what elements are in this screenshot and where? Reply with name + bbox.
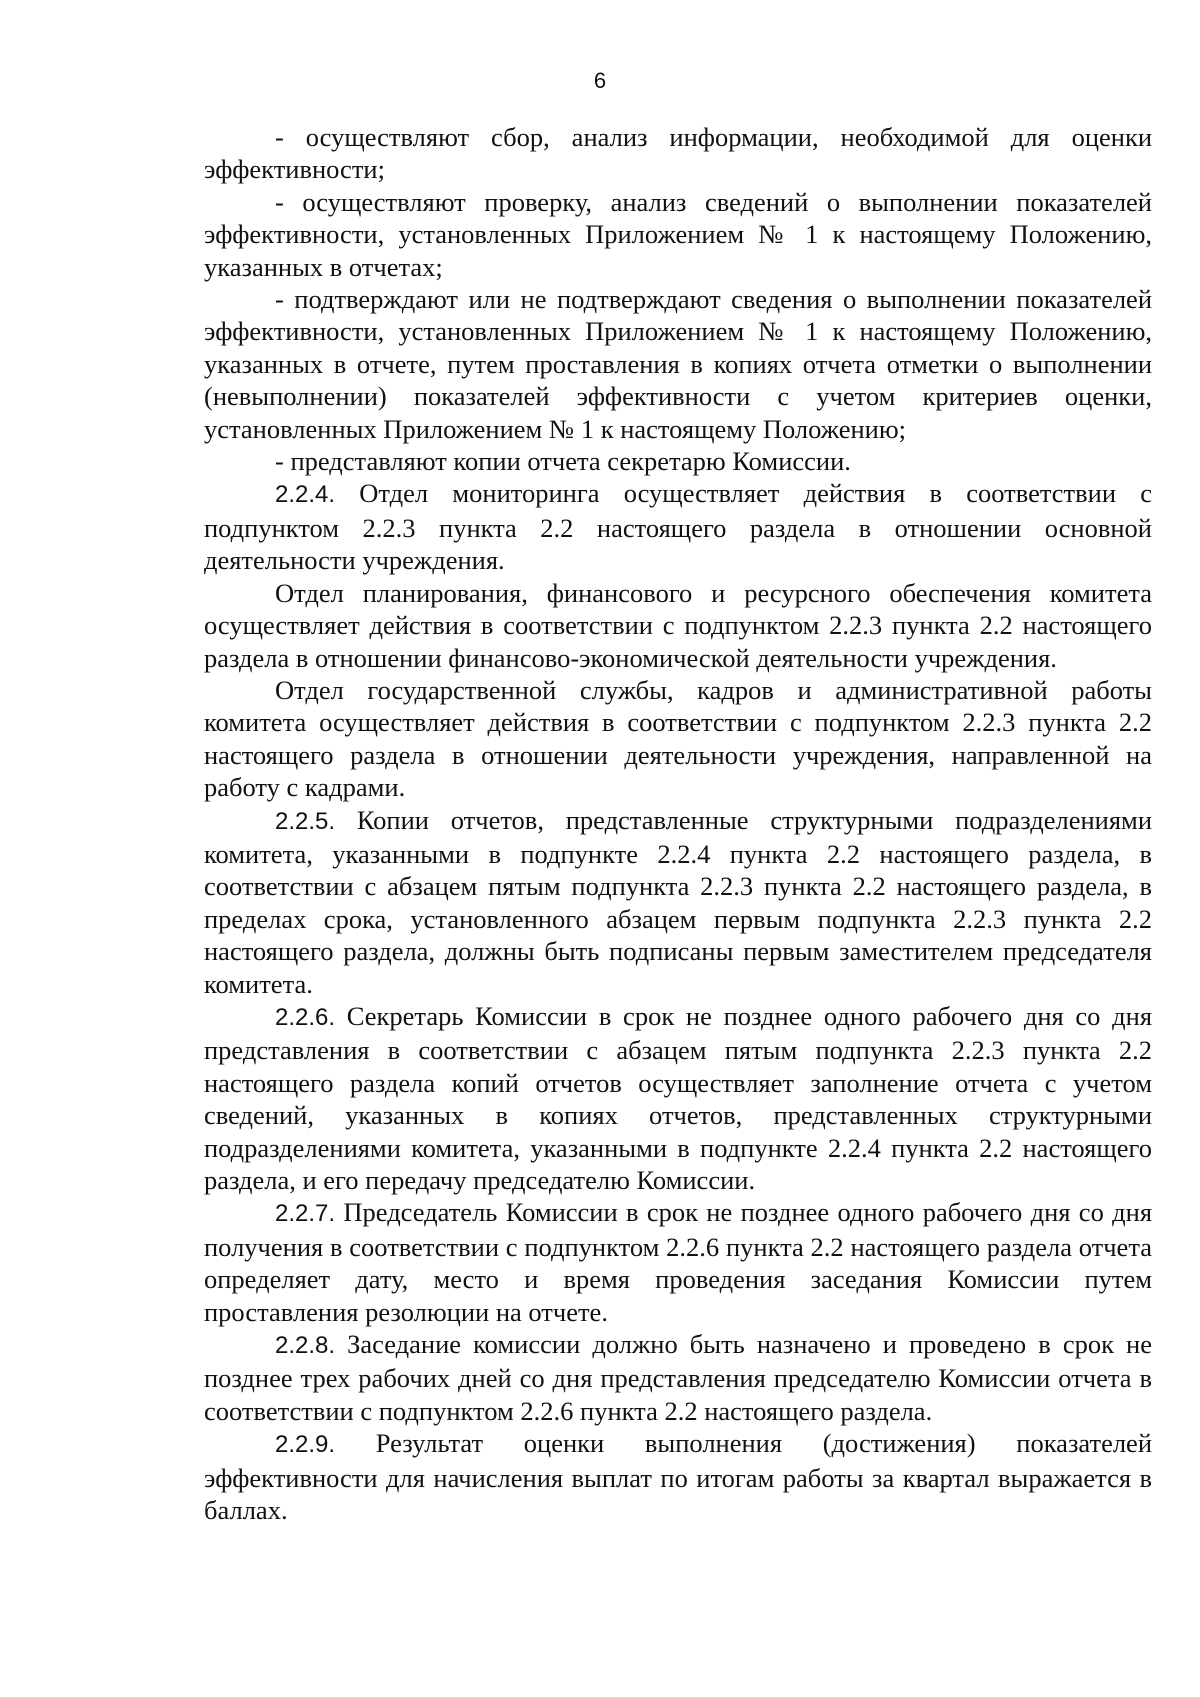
clause-number: 2.2.5.: [275, 807, 336, 835]
clause-number: 2.2.4.: [275, 481, 336, 509]
clause-2-2-6: [204, 1000, 1152, 1196]
paragraph-text: - подтверждают или не подтверждают сведения о выполнении показателей эффективности, установленных Приложением № 1 к настоящему Положению, указанных в отчете, путем проставления в копиях отчета отметки о выполнении (невыполнении) показателей эффективности с учетом критериев оценки, установленных Приложением № 1 к настоящему Положению;: [204, 284, 1152, 444]
paragraph-text: Секретарь Комиссии в срок не позднее одного рабочего дня со дня представления в соответствии с абзацем пятым подпункта 2.2.3 пункта 2.2 настоящего раздела копий отчетов осуществляет заполнение отчета с учетом сведений, указанных в копиях отчетов, представленных структурными подразделениями комитета, указанными в подпункте 2.2.4 пункта 2.2 настоящего раздела, и его передачу председателю Комиссии.: [204, 1000, 1153, 1195]
clause-2-2-9: [204, 1427, 1152, 1526]
clause-number: 2.2.9.: [275, 1431, 336, 1459]
document-body: [204, 121, 1152, 1526]
paragraph-text: Заседание комиссии должно быть назначено и проведено в срок не позднее трех рабочих дней со дня представления председателю Комиссии отчета в соответствии с подпунктом 2.2.6 пункта 2.2 настоящего раздела.: [204, 1329, 1152, 1426]
clause-2-2-4: [204, 477, 1152, 576]
paragraph-text: Отдел мониторинга осуществляет действия в соответствии с подпунктом 2.2.3 пункта 2.2 настоящего раздела в отношении основной деятельности учреждения.: [204, 478, 1153, 576]
paragraph-text: - осуществляют проверку, анализ сведений о выполнении показателей эффективности, установленных Приложением № 1 к настоящему Положению, указанных в отчетах;: [204, 186, 1152, 282]
paragraph-hr-department: [204, 674, 1152, 804]
paragraph-text: Председатель Комиссии в срок не позднее одного рабочего дня со дня получения в соответствии с подпунктом 2.2.6 пункта 2.2 настоящего раздела отчета определяет дату, место и время проведения заседания Комиссии путем проставления резолюции на отчете.: [204, 1197, 1153, 1327]
paragraph-collect-info: [204, 121, 1152, 186]
clause-2-2-5: [204, 804, 1152, 1000]
clause-2-2-8: [204, 1328, 1152, 1427]
paragraph-text: - осуществляют сбор, анализ информации, необходимой для оценки эффективности;: [204, 122, 1152, 185]
paragraph-text: Отдел государственной службы, кадров и административной работы комитета осуществляет действия в соответствии с подпунктом 2.2.3 пункта 2.2 настоящего раздела в отношении деятельности учреждения, направленной на работу с кадрами.: [204, 674, 1152, 803]
paragraph-submit-copies: [204, 445, 1152, 477]
paragraph-planning-department: [204, 577, 1152, 674]
paragraph-check-info: [204, 186, 1152, 283]
clause-number: 2.2.8.: [275, 1332, 336, 1360]
page-number: 6: [593, 68, 607, 93]
paragraph-text: Отдел планирования, финансового и ресурсного обеспечения комитета осуществляет действия в соответствии с подпунктом 2.2.3 пункта 2.2 настоящего раздела в отношении финансово-экономической деятельности учреждения.: [204, 577, 1152, 673]
clause-number: 2.2.6.: [275, 1003, 336, 1031]
clause-2-2-7: [204, 1196, 1152, 1328]
paragraph-text: - представляют копии отчета секретарю Комиссии.: [275, 446, 851, 477]
paragraph-text: Результат оценки выполнения (достижения) показателей эффективности для начисления выплат по итогам работы за квартал выражается в баллах.: [204, 1428, 1152, 1526]
clause-number: 2.2.7.: [275, 1200, 336, 1228]
paragraph-confirm-info: [204, 283, 1152, 445]
paragraph-text: Копии отчетов, представленные структурными подразделениями комитета, указанными в подпункте 2.2.4 пункта 2.2 настоящего раздела, в соответствии с абзацем пятым подпункта 2.2.3 пункта 2.2 настоящего раздела, в пределах срока, установленного абзацем первым подпункта 2.2.3 пункта 2.2 настоящего раздела, должны быть подписаны первым заместителем председателя комитета.: [204, 804, 1153, 999]
